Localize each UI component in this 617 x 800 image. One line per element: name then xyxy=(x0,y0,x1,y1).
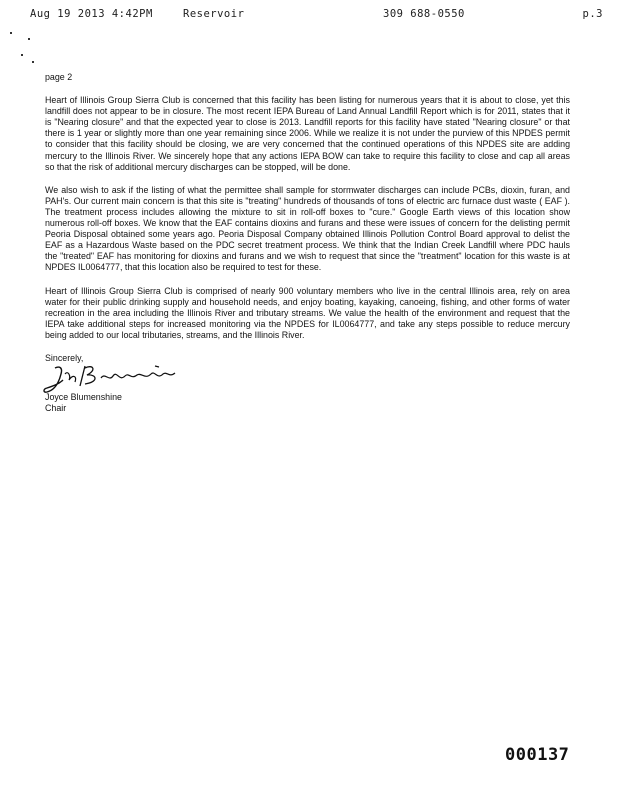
fax-date-time: Aug 19 2013 4:42PM xyxy=(30,8,153,20)
signer-title: Chair xyxy=(45,403,67,414)
signature xyxy=(41,362,191,396)
signer-name: Joyce Blumenshine xyxy=(45,391,122,402)
closing-block xyxy=(45,353,570,415)
scan-specks xyxy=(8,28,38,68)
page-label: page 2 xyxy=(45,72,73,82)
paragraph-members: Heart of Illinois Group Sierra Club is comprised of nearly 900 voluntary members who live in the central Illinois area, rely on area water for their public drinking supply and household needs, and enjoy boating, kayaking, canoeing, fishing, and other forms of water recreation in the area including the Illinois River and tributary streams. We value the health of the environment and request that the IEPA take additional steps for increased monitoring via the NPDES for IL0064777, and take any steps possible to reduce mercury being added to our local tributaries, streams, and the Illinois River. xyxy=(45,285,570,340)
handwritten-signature-image xyxy=(41,362,191,396)
fax-phone: 309 688-0550 xyxy=(383,8,465,20)
letter-body xyxy=(45,72,570,415)
fax-page-number: p.3 xyxy=(582,8,603,20)
paragraph-sampling-request: We also wish to ask if the listing of what the permittee shall sample for stormwater discharges can include PCBs, dioxin, furan, and PAH's. Our current main concern is that this site is "treating" hundreds of thousands of tons of electric arc furnace dust waste ( EAF ). The treatment process includes allowing the mixture to sit in roll-off boxes to "cure." Google Earth views of this location show numerous roll-off boxes. We know that the EAF contains dioxins and furans and these were issues of concern for the delisting permit Peoria Disposal obtained some years ago. Peoria Disposal Company obtained Illinois Pollution Control Board approval to delist the EAF as a Hazardous Waste based on the PDC secret treatment process. We think that the Indian Creek Landfill where PDC hauls the "treated" EAF has monitoring for dioxins and furans and we wish to request that since the "treatment" location for this waste is at NPDES IL0064777, that this location also be required to test for these. xyxy=(45,184,570,273)
bates-number: 000137 xyxy=(505,745,570,765)
fax-sender: Reservoir xyxy=(183,8,245,20)
fax-header xyxy=(30,8,603,22)
paragraph-closure-concern: Heart of Illinois Group Sierra Club is concerned that this facility has been listing for numerous years that it is about to close, yet this landfill does not appear to be in closure. The most recent IEPA Bureau of Land Annual Landfill Report which is for 2011, states that it is "Nearing closure" and that the expected year to close is 2013. Landfill reports for this facility have stated "Nearing closure" or that there is 1 year or slightly more than one year remaining since 2006. While we realize it is not under the purview of this NPDES permit to consider that this facility should be closing, we are very concerned that the continued operations of this NPDES site are adding mercury to the Illinois River. We sincerely hope that any actions IEPA BOW can take to require this facility to close and cap all areas so that the risk of additional mercury discharges can be stopped, will be done. xyxy=(45,95,570,172)
closing-salutation: Sincerely, xyxy=(45,352,84,363)
